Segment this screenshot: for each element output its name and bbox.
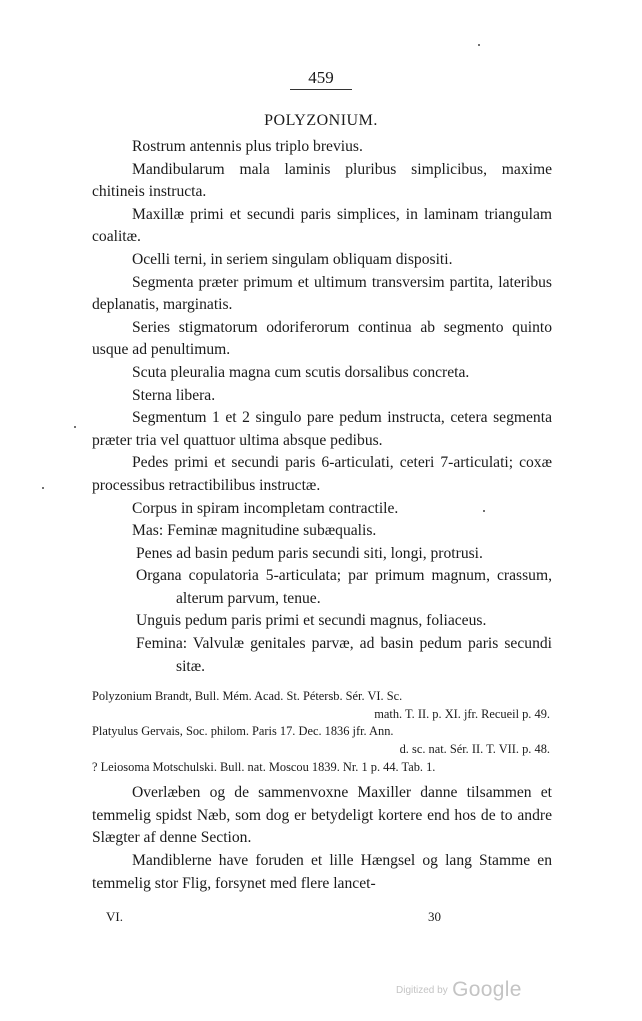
description-paragraph: Sterna libera. [132, 386, 216, 404]
watermark-prefix: Digitized by [396, 985, 448, 996]
signature-number: 30 [428, 909, 441, 924]
description-paragraph: Pedes primi et secundi paris 6-articulati, ceteri 7-articulati; coxæ processibus retractibilibus instructæ. [92, 454, 552, 494]
description-paragraph: Series stigmatorum odoriferorum continua ab segmento quinto usque ad penultimum. [92, 318, 552, 359]
signature-mark: VI. [106, 909, 123, 924]
reference-line-continued: d. sc. nat. Sér. II. T. VII. p. 48. [399, 742, 550, 757]
mas-intro-text: Feminæ magnitudine subæqualis. [167, 522, 377, 540]
reference-line-continued: math. T. II. p. XI. jfr. Recueil p. 49. [374, 706, 550, 721]
ink-speck [74, 426, 76, 428]
femina-paragraph [92, 633, 552, 678]
ink-speck [483, 510, 485, 512]
reference-line: Polyzonium Brandt, Bull. Mém. Acad. St. Pétersb. Sér. VI. Sc. [92, 689, 403, 704]
description-paragraph: Segmentum 1 et 2 singulo pare pedum instructa, cetera segmenta præter tria vel quattuor ultima absque pedibus. [92, 409, 552, 449]
page-body [92, 136, 552, 895]
description-paragraph: Rostrum antennis plus triplo brevius. [132, 138, 363, 155]
digitization-watermark [396, 978, 522, 1002]
mas-label: Mas: [132, 522, 164, 540]
ink-speck [42, 487, 44, 489]
page-title: POLYZONIUM. [264, 112, 378, 129]
ink-speck [478, 44, 480, 46]
mas-item: Penes ad basin pedum paris secundi siti, longi, protrusi. [136, 544, 483, 562]
femina-text: Valvulæ genitales parvæ, ad basin pedum paris secundi sitæ. [176, 635, 552, 675]
description-paragraph: Maxillæ primi et secundi paris simplices, in laminam triangulam coalitæ. [92, 205, 552, 246]
reference-line: ? Leiosoma Motschulski. Bull. nat. Moscou 1839. Nr. 1 p. 44. Tab. 1. [92, 759, 436, 774]
reference-line: Platyulus Gervais, Soc. philom. Paris 17. Dec. 1836 jfr. Ann. [92, 724, 394, 739]
description-paragraph: Ocelli terni, in seriem singulam obliquam dispositi. [132, 250, 453, 268]
description-paragraph: Segmenta præter primum et ultimum transversim partita, lateribus deplanatis, marginatis. [92, 273, 552, 314]
mas-item: Organa copulatoria 5-articulata; par primum magnum, crassum, alterum parvum, tenue. [136, 567, 552, 607]
description-paragraph: Corpus in spiram incompletam contractile. [132, 499, 399, 517]
watermark-logo: Google [452, 978, 522, 1001]
synonymy-references [92, 688, 552, 776]
femina-label: Femina: [136, 635, 188, 653]
description-paragraph: Scuta pleuralia magna cum scutis dorsalibus concreta. [132, 363, 470, 381]
page-number: 459 [290, 67, 352, 90]
danish-paragraph: Overlæben og de sammenvoxne Maxiller danne tilsammen et temmelig spidst Næb, som dog er betydeligt kortere end hos de to andre Slægter af denne Section. [92, 784, 552, 847]
danish-paragraph: Mandiblerne have foruden et lille Hængsel og lang Stamme en temmelig stor Flig, forsynet med flere lancet- [92, 852, 552, 892]
mas-intro [92, 520, 552, 543]
description-paragraph: Mandibularum mala laminis pluribus simplicibus, maxime chitineis instructa. [92, 160, 552, 201]
mas-item: Unguis pedum paris primi et secundi magnus, foliaceus. [136, 612, 487, 630]
